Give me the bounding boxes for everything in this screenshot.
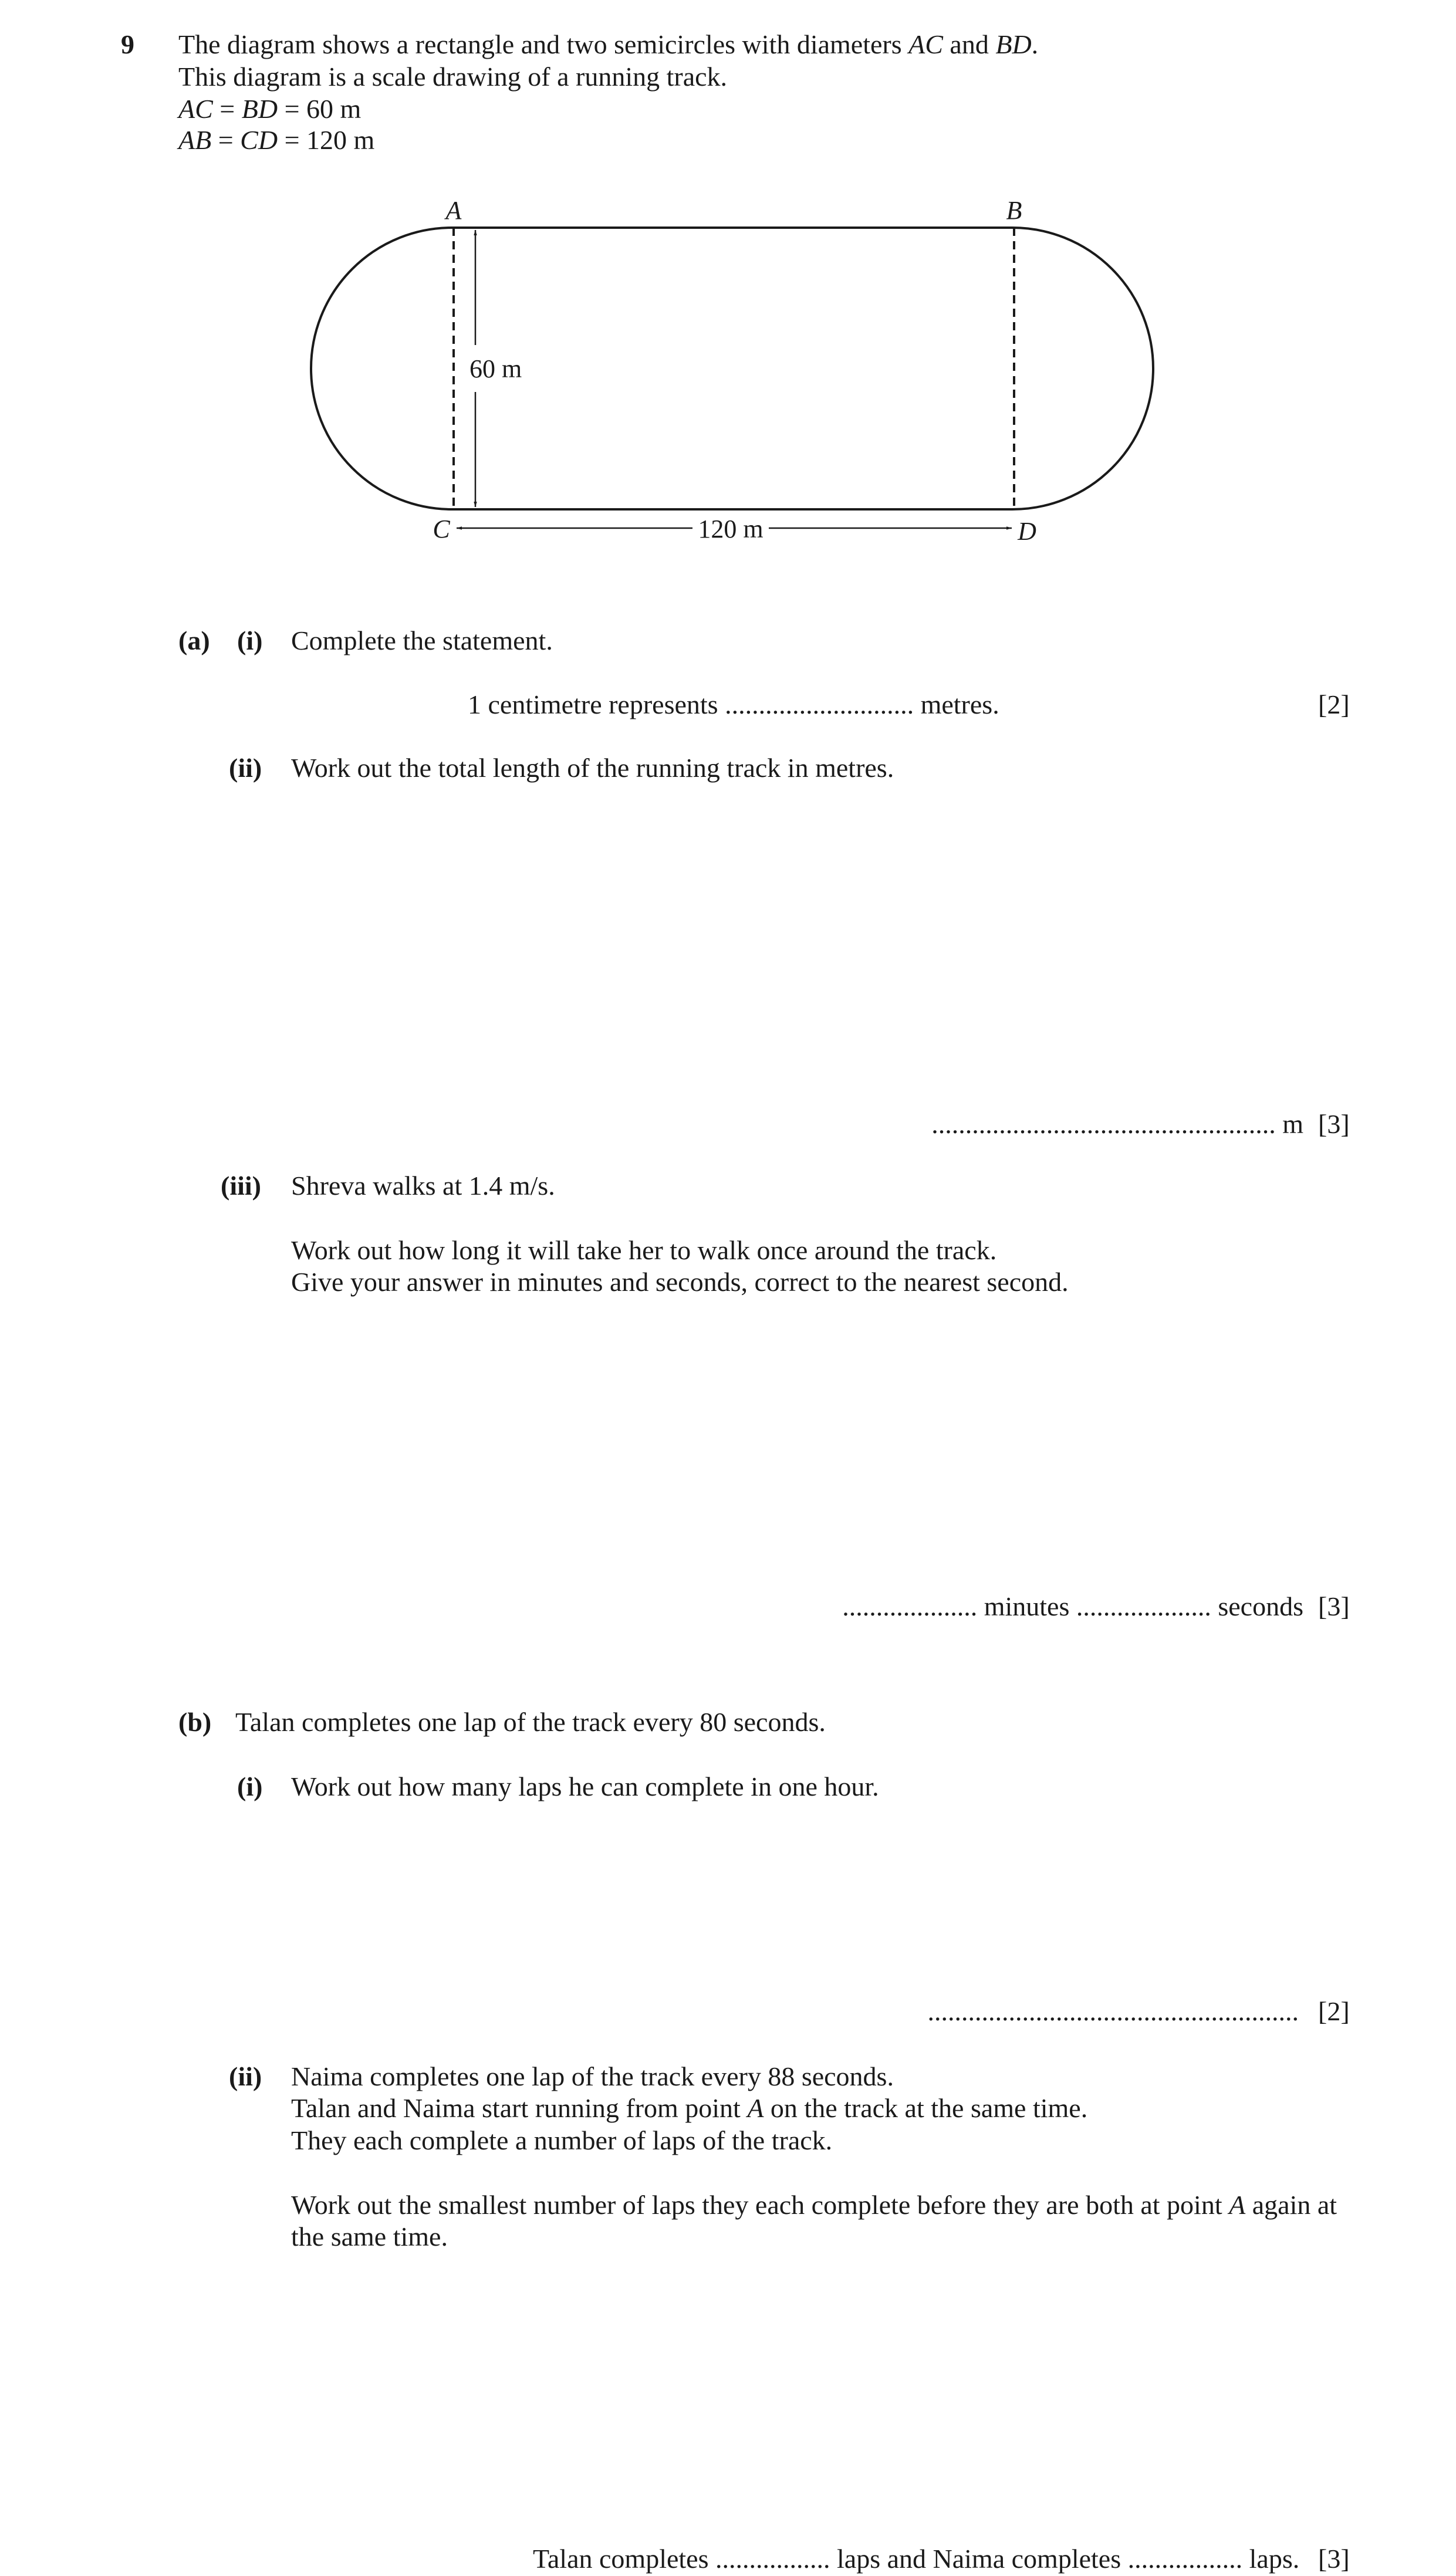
part-b-ii-text1: Naima completes one lap of the track every 88 seconds.: [291, 2061, 894, 2091]
part-a-i-text: Complete the statement.: [291, 626, 553, 655]
part-a-i-label: (i): [237, 626, 263, 655]
part-b-ii-marks: [3]: [1318, 2544, 1350, 2574]
label-a: A: [445, 196, 462, 225]
part-b-label: (b): [178, 1707, 212, 1737]
question-intro-line1: The diagram shows a rectangle and two semicircles with diameters AC and BD.: [178, 29, 1039, 59]
running-track-diagram: [0, 0, 1456, 587]
part-b-ii-text5: the same time.: [291, 2222, 448, 2252]
part-a-iii-marks: [3]: [1318, 1591, 1350, 1621]
part-b-i-text: Work out how many laps he can complete in one hour.: [291, 1772, 879, 1801]
height-label: 60 m: [469, 354, 522, 383]
part-b-i-label: (i): [237, 1772, 263, 1801]
label-c: C: [433, 515, 450, 543]
question-number: 9: [121, 29, 134, 59]
width-label: 120 m: [698, 515, 764, 543]
part-a-ii-text: Work out the total length of the running track in metres.: [291, 753, 894, 783]
part-a-iii-text1: Shreva walks at 1.4 m/s.: [291, 1171, 555, 1201]
part-b-ii-text4: Work out the smallest number of laps they each complete before they are both at point A again at: [291, 2190, 1337, 2220]
label-b: B: [1006, 196, 1022, 225]
part-a-iii-answer-line[interactable]: .................... minutes .................... seconds: [842, 1591, 1303, 1621]
part-a-ii-answer-line[interactable]: ................................................... m: [931, 1109, 1303, 1139]
part-b-ii-text2: Talan and Naima start running from point A on the track at the same time.: [291, 2093, 1088, 2123]
part-a-ii-label: (ii): [229, 753, 262, 783]
part-b-i-answer-line[interactable]: .......................................................: [927, 1996, 1299, 2026]
part-a-iii-text2: Work out how long it will take her to walk once around the track.: [291, 1235, 997, 1265]
part-b-i-marks: [2]: [1318, 1996, 1350, 2026]
part-a-iii-label: (iii): [221, 1171, 261, 1201]
part-a-ii-marks: [3]: [1318, 1109, 1350, 1139]
part-b-ii-answer-line[interactable]: Talan completes ................. laps and Naima completes ................. laps.: [533, 2544, 1300, 2574]
part-a-iii-text3: Give your answer in minutes and seconds, correct to the nearest second.: [291, 1267, 1069, 1297]
part-b-text: Talan completes one lap of the track every 80 seconds.: [235, 1707, 826, 1737]
label-d: D: [1018, 517, 1036, 546]
track-outline: [311, 228, 1153, 509]
equation-ac-bd: AC = BD = 60 m: [178, 94, 362, 124]
question-intro-line2: This diagram is a scale drawing of a running track.: [178, 62, 728, 92]
part-b-ii-label: (ii): [229, 2061, 262, 2091]
part-a-i-marks: [2]: [1318, 689, 1350, 719]
part-a-label: (a): [178, 626, 210, 655]
equation-ab-cd: AB = CD = 120 m: [178, 125, 375, 155]
part-b-ii-text3: They each complete a number of laps of the track.: [291, 2125, 833, 2155]
part-a-i-answer-line[interactable]: 1 centimetre represents ............................ metres.: [468, 689, 999, 719]
